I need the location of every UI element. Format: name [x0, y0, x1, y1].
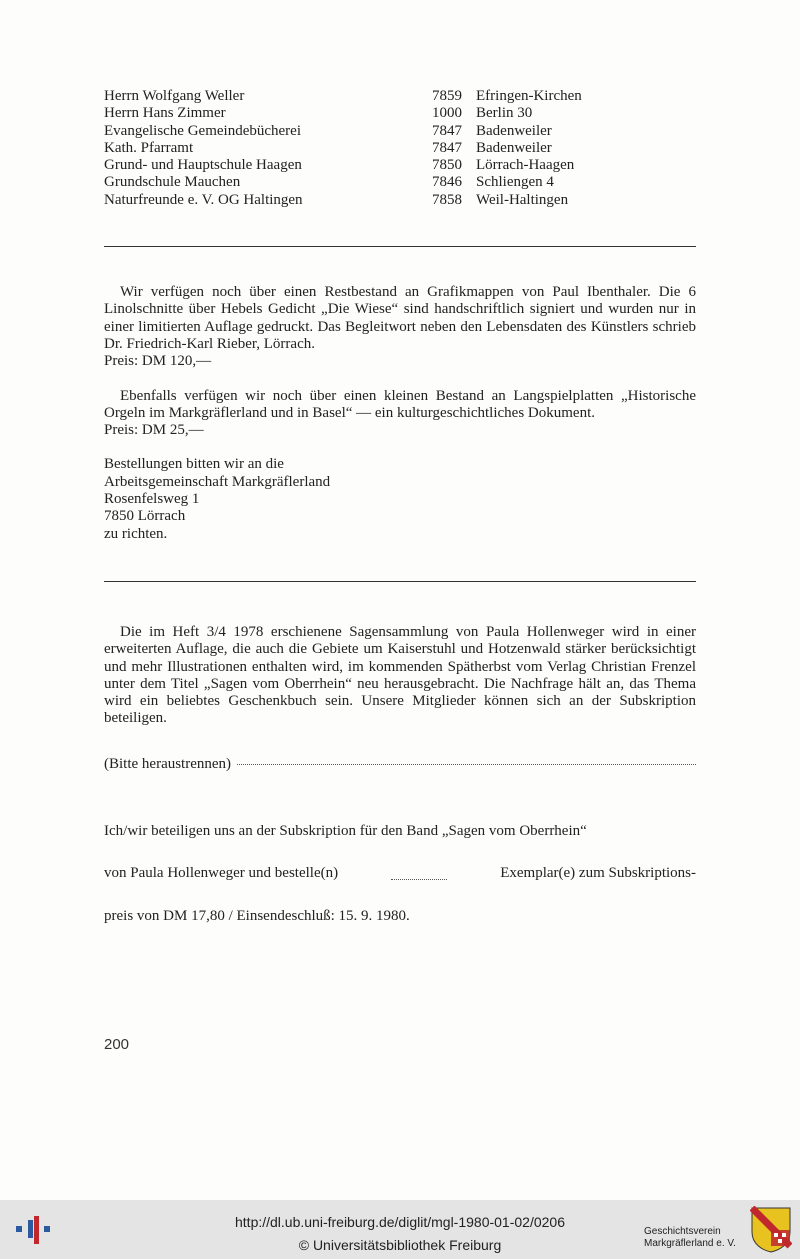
page-content — [104, 88, 696, 925]
postal-code: 1000 — [432, 105, 462, 122]
postal-code: 7858 — [432, 191, 462, 208]
address-name: Herrn Wolfgang Weller — [104, 88, 245, 104]
grafik-price: Preis: DM 120,— — [104, 353, 212, 370]
order-address-block — [104, 456, 696, 542]
address-row — [104, 88, 696, 105]
cut-line — [104, 756, 696, 773]
footer-bar — [0, 1200, 800, 1259]
sagen-paragraph: Die im Heft 3/4 1978 erschienene Sagensammlung von Paula Hollenweger wird in einer erweiterten Auflage, die auch die Gebiete um Kaiserstuhl und Hotzenwald stärker berücksichtigt und mehr Illustrationen enthalten wird, im kommenden Spätherbst vom Verlag Christian Frenzel unter dem Titel „Sagen vom Oberrhein“ neu herausgebracht. Die Nachfrage hält an, das Thema wird ein beliebtes Geschenkbuch sein. Unsere Mitglieder können sich an der Subskription beteiligen. — [104, 623, 696, 727]
address-city: Badenweiler — [476, 139, 552, 156]
address-row — [104, 123, 696, 140]
platten-paragraph: Ebenfalls verfügen wir noch über einen kleinen Bestand an Langspielplatten „Historische Orgeln im Markgräflerland und in Basel“ — ein kulturgeschichtliches Dokument. — [104, 387, 696, 421]
form-line-1: Ich/wir beteiligen uns an der Subskription für den Band „Sagen vom Oberrhein“ — [104, 823, 587, 840]
society-line: Geschichtsverein — [644, 1226, 721, 1237]
order-line: 7850 Lörrach — [104, 508, 186, 525]
address-name: Kath. Pfarramt — [104, 139, 194, 156]
platten-price: Preis: DM 25,— — [104, 422, 204, 439]
society-line: Markgräflerland e. V. — [644, 1238, 736, 1249]
postal-code: 7847 — [432, 122, 462, 139]
postal-code: 7847 — [432, 139, 462, 156]
society-name — [644, 1226, 736, 1250]
form-text: Exemplar(e) zum Subskriptions- — [500, 865, 696, 882]
address-city: Lörrach-Haagen — [476, 157, 575, 174]
address-name: Grund- und Hauptschule Haagen — [104, 157, 302, 174]
address-row — [104, 192, 696, 209]
dotted-cut-line — [237, 764, 696, 765]
address-row — [104, 140, 696, 157]
address-name: Grundschule Mauchen — [104, 174, 241, 191]
postal-code: 7859 — [432, 88, 462, 104]
address-name: Evangelische Gemeindebücherei — [104, 122, 301, 139]
page-number: 200 — [104, 1036, 130, 1053]
postal-code: 7846 — [432, 174, 462, 191]
postal-code: 7850 — [432, 157, 462, 174]
address-city: Badenweiler — [476, 122, 552, 139]
order-line: zu richten. — [104, 525, 168, 542]
address-row — [104, 105, 696, 122]
cut-label: (Bitte heraustrennen) — [104, 755, 232, 772]
address-city: Schliengen 4 — [476, 174, 554, 191]
address-row — [104, 157, 696, 174]
copyright-notice: © Universitätsbibliothek Freiburg — [298, 1237, 502, 1253]
address-city: Efringen-Kirchen — [476, 88, 582, 104]
section-divider — [104, 246, 696, 247]
form-line-3: preis von DM 17,80 / Einsendeschluß: 15. 9. 1980. — [104, 907, 410, 924]
document-url[interactable]: http://dl.ub.uni-freiburg.de/diglit/mgl-1980-01-02/0206 — [235, 1214, 565, 1230]
address-name: Naturfreunde e. V. OG Haltingen — [104, 191, 303, 208]
grafik-paragraph: Wir verfügen noch über einen Restbestand an Grafikmappen von Paul Ibenthaler. Die 6 Linolschnitte über Hebels Gedicht „Die Wiese“ sind handschriftlich signiert und wurden nur in einer limitierten Auflage gedruckt. Das Begleitwort neben den Lebensdaten des Künstlers schrieb Dr. Friedrich-Karl Rieber, Lörrach. — [104, 284, 696, 352]
order-line: Bestellungen bitten wir an die — [104, 456, 284, 473]
address-list — [104, 88, 696, 209]
order-line: Arbeitsgemeinschaft Markgräflerland — [104, 473, 331, 490]
address-city: Berlin 30 — [476, 105, 533, 122]
quantity-field[interactable] — [391, 862, 447, 879]
form-line-2 — [104, 865, 696, 882]
form-text: von Paula Hollenweger und bestelle(n) — [104, 865, 339, 882]
subscription-form — [104, 823, 696, 925]
address-row — [104, 174, 696, 191]
section-divider — [104, 581, 696, 582]
order-line: Rosenfelsweg 1 — [104, 491, 200, 508]
address-city: Weil-Haltingen — [476, 191, 569, 208]
coat-of-arms-icon — [750, 1206, 792, 1254]
address-name: Herrn Hans Zimmer — [104, 105, 226, 122]
